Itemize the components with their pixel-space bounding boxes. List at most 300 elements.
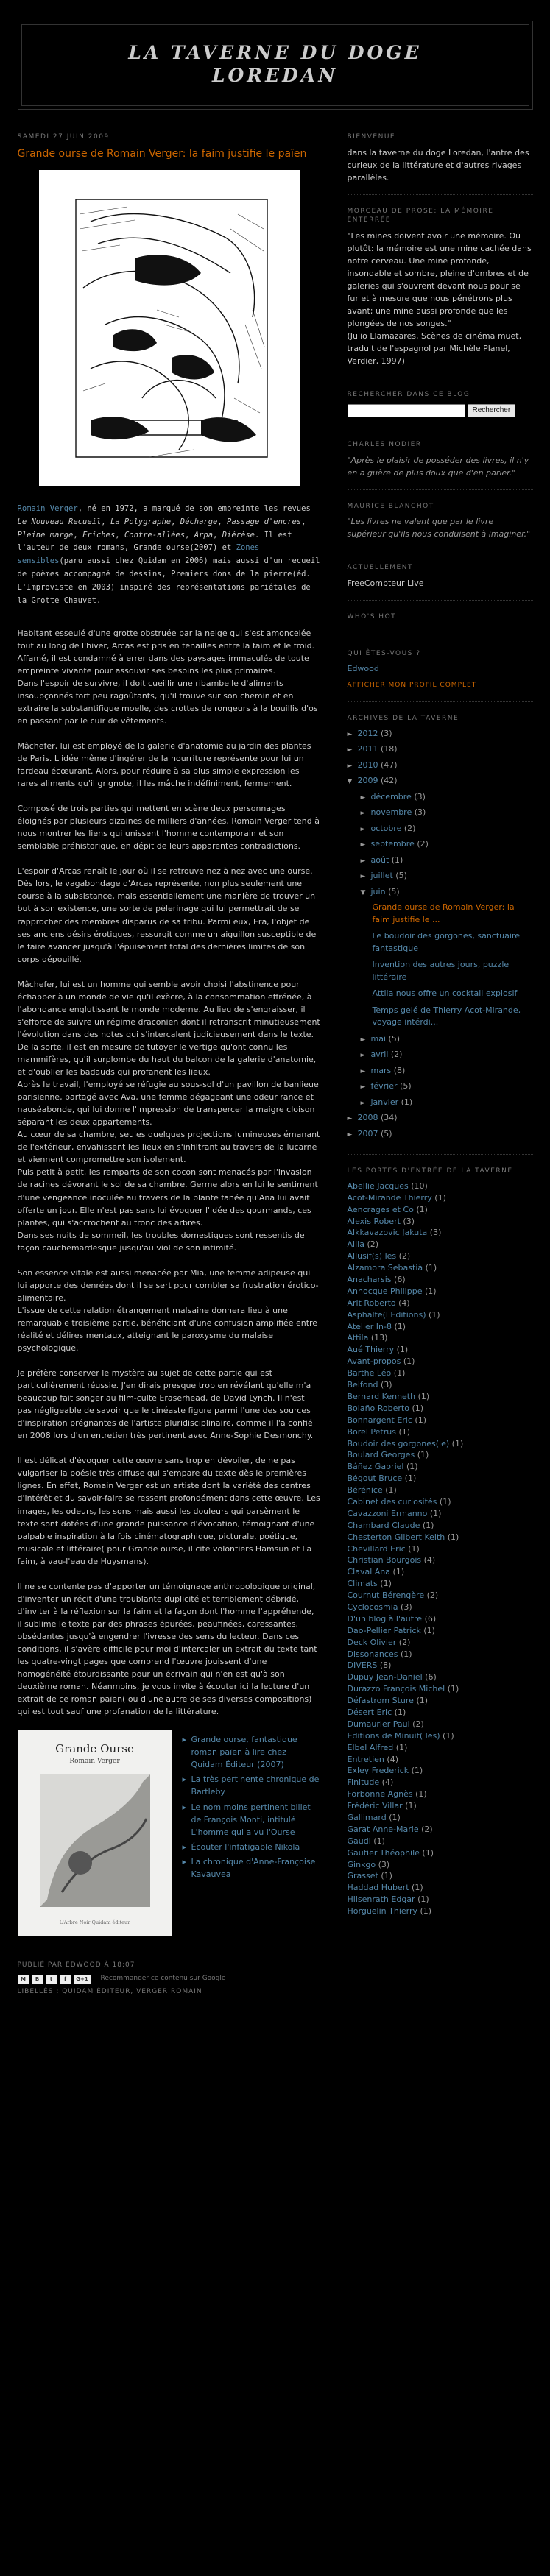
blogger-share-button[interactable]: B	[32, 1975, 43, 1984]
related-link[interactable]	[183, 1841, 321, 1853]
archive-month[interactable]	[361, 854, 533, 867]
label-item[interactable]	[348, 1894, 533, 1906]
label-link[interactable]: Chambard Claude	[347, 1520, 420, 1530]
expand-triangle-icon[interactable]: ►	[360, 810, 366, 818]
label-item[interactable]	[348, 1625, 533, 1637]
profile-link[interactable]: AFFICHER MON PROFIL COMPLET	[347, 682, 477, 690]
archive-post-link[interactable]: Attila nous offre un cocktail explosif	[372, 988, 518, 999]
profile-name[interactable]: Edwood	[347, 664, 379, 674]
label-link[interactable]: Editions de Minuit( les)	[347, 1730, 440, 1741]
label-link[interactable]: Báñez Gabriel	[347, 1462, 404, 1472]
collapse-triangle-icon[interactable]: ▼	[347, 778, 353, 786]
label-item[interactable]	[348, 1356, 533, 1367]
archive-month-link[interactable]: mars	[370, 1065, 392, 1075]
main-column	[18, 132, 321, 1998]
label-link[interactable]: Bérénice	[347, 1485, 383, 1496]
cover-publisher: L'Arbre Noir Quidam éditeur	[59, 1919, 130, 1926]
label-link[interactable]: Aué Thierry	[347, 1345, 395, 1355]
label-count: (3)	[429, 1228, 442, 1238]
label-count: (13)	[370, 1333, 388, 1343]
archive-month[interactable]	[361, 807, 533, 819]
blog-title[interactable]	[29, 41, 521, 88]
label-count: (1)	[447, 1684, 459, 1694]
archive-month[interactable]	[361, 886, 533, 1029]
archive-count: (42)	[381, 776, 398, 786]
label-item[interactable]	[348, 1473, 533, 1485]
expand-triangle-icon[interactable]: ►	[360, 1052, 366, 1060]
label-link[interactable]: Atelier In-8	[347, 1321, 392, 1331]
blog-title-line-1[interactable]: LA TAVERNE DU DOGE	[128, 42, 422, 63]
archive-year[interactable]	[348, 760, 533, 772]
archive-list	[348, 728, 533, 1141]
blog-title-line-2[interactable]: LOREDAN	[211, 65, 339, 87]
label-item[interactable]	[348, 1719, 533, 1730]
label-item[interactable]	[348, 1274, 533, 1286]
label-item[interactable]	[348, 1298, 533, 1309]
label-item[interactable]	[348, 1637, 533, 1649]
archive-count: (5)	[388, 886, 400, 896]
label-count: (1)	[392, 1567, 405, 1577]
archive-count: (5)	[395, 871, 407, 881]
label-link[interactable]: Défastrom Sture	[347, 1696, 414, 1706]
archive-month[interactable]	[361, 1065, 533, 1078]
label-item[interactable]	[348, 1415, 533, 1426]
label-item[interactable]	[348, 1403, 533, 1415]
label-link[interactable]: Gallimard	[347, 1813, 387, 1822]
label-link[interactable]: Dumaurier Paul	[347, 1719, 410, 1729]
search-widget	[348, 390, 533, 428]
archive-month[interactable]	[361, 838, 533, 851]
search-heading: RECHERCHER DANS CE BLOG	[347, 391, 470, 399]
label-link[interactable]: Dao-Pellier Patrick	[347, 1625, 421, 1635]
label-item[interactable]	[348, 1671, 533, 1683]
nodier-heading: CHARLES NODIER	[347, 441, 422, 449]
label-link[interactable]: Bégout Bruce	[347, 1473, 403, 1484]
archive-month[interactable]	[361, 1080, 533, 1093]
label-item[interactable]	[348, 1730, 533, 1742]
review-title: Arpa	[194, 530, 214, 539]
label-link[interactable]: Anacharsis	[347, 1275, 392, 1285]
archive-month[interactable]	[361, 1097, 533, 1109]
label-link[interactable]: Boudoir des gorgones(le)	[347, 1438, 450, 1448]
twitter-share-button[interactable]: t	[46, 1975, 57, 1984]
label-item[interactable]	[348, 1554, 533, 1566]
label-link[interactable]: Haddad Hubert	[347, 1883, 409, 1893]
label-item[interactable]	[348, 1906, 533, 1917]
freecompteur-link[interactable]: FreeCompteur Live	[347, 578, 424, 588]
label-link[interactable]: Arlt Roberto	[347, 1298, 396, 1308]
archive-year[interactable]	[348, 743, 533, 756]
label-link[interactable]: Avant-propos	[347, 1356, 401, 1367]
expand-triangle-icon[interactable]: ►	[360, 1067, 366, 1075]
archive-month[interactable]	[361, 1033, 533, 1046]
cover-title: Grande Ourse	[55, 1742, 134, 1756]
related-link[interactable]	[183, 1773, 321, 1798]
facebook-share-button[interactable]: f	[60, 1975, 71, 1984]
archive-year[interactable]	[348, 775, 533, 1108]
label-link[interactable]: Cabinet des curiosités	[347, 1496, 437, 1507]
expand-triangle-icon[interactable]: ►	[347, 762, 353, 770]
label-item[interactable]	[348, 1824, 533, 1836]
expand-triangle-icon[interactable]: ►	[360, 1083, 366, 1091]
label-item[interactable]	[348, 1286, 533, 1298]
label-item[interactable]	[348, 1496, 533, 1508]
archive-month-link[interactable]: mai	[370, 1033, 387, 1044]
label-count: (1)	[385, 1485, 397, 1496]
share-row	[18, 1974, 321, 1984]
label-link[interactable]: Christian Bourgois	[347, 1555, 422, 1565]
label-item[interactable]	[348, 1508, 533, 1520]
expand-triangle-icon[interactable]: ►	[360, 793, 366, 802]
label-link[interactable]: Chesterton Gilbert Keith	[347, 1532, 445, 1542]
label-item[interactable]	[348, 1332, 533, 1344]
archive-post[interactable]	[373, 959, 533, 983]
archive-month[interactable]	[361, 823, 533, 835]
label-item[interactable]	[348, 1613, 533, 1625]
archive-month-link[interactable]: avril	[370, 1050, 389, 1060]
related-link[interactable]	[183, 1801, 321, 1839]
archive-post[interactable]	[373, 988, 533, 1000]
archive-year-link[interactable]: 2009	[357, 776, 378, 786]
archive-month[interactable]	[361, 870, 533, 882]
archive-post[interactable]	[373, 1005, 533, 1029]
review-title: Pleine marge	[17, 530, 74, 539]
collapse-triangle-icon[interactable]: ▼	[360, 888, 366, 896]
archive-year-link[interactable]: 2011	[357, 744, 378, 754]
label-item[interactable]	[348, 1812, 533, 1824]
expand-triangle-icon[interactable]: ►	[347, 746, 353, 754]
label-item[interactable]	[348, 1426, 533, 1438]
archive-count: (47)	[381, 760, 398, 770]
post-title[interactable]: Grande ourse de Romain Verger: la faim justifie le païen	[17, 147, 307, 160]
label-count: (1)	[400, 1649, 412, 1659]
archive-post-link[interactable]: Le boudoir des gorgones, sanctuaire fantastique	[372, 931, 520, 953]
expand-triangle-icon[interactable]: ►	[360, 857, 366, 865]
review-title: Diérèse	[222, 530, 255, 539]
label-item[interactable]	[348, 1777, 533, 1788]
label-link[interactable]: Durazzo François Michel	[347, 1684, 445, 1694]
label-link[interactable]: Allusif(s) les	[347, 1251, 397, 1262]
intro-separator: ,	[217, 517, 228, 526]
profile-widget	[348, 649, 533, 703]
label-link[interactable]: Boulard Georges	[347, 1450, 415, 1460]
archive-post[interactable]	[373, 902, 533, 926]
post-paragraph: Mâchefer, lui est un homme qui semble avoir choisi l'abstinence pour échapper à un monde de vie qu'il exècre, à la consommation effrénée, à l'abondance englutissant le monde moderne. Au lieu de s'engraisser, il s'efforce de suivre un régime draconien dont il retranscrit minutieusement l'évolution dans des notes qui s'intercalent judicieusement dans le texte. De la sorte, il est en mesure de tutoyer le vertige qu'ont connu les mammifères, qu'il surplombe du haut du balcon de la galerie d'anatomie, et d'oublier les badauds qui profanent les lieux. Après le travail, l'employé se réfugie au sous-sol d'un pavillon de banlieue parisienne, partagé avec Ava, une femme dégageant une odeur rance et nauséabonde, qui lui donne l'impression de transpercer la maigre cloison séparant les deux appartements. Au cœur de sa chambre, seules quelques projections lumineuses émanant de l'extérieur, envahissent les lieux en s'infiltrant au travers de la lucarne et viennent compromettre son isolement. Puis petit à petit, les remparts de son cocon sont menacés par l'invasion de racines dévorant le sol de sa chambre. Germe alors en lui le sentiment d'une vengeance inoculée au travers de la plante fanée qu'Ana lui avait offerte un jour. Elle n'est pas sans lui évoquer l'idée des gourmands, ces plantes, qui s'accrochent au tronc des arbres. Dans ses nuits de sommeil, les troubles domestiques sont ressentis de façon cauchemardesque jusqu'au viol de son intimité.	[17, 979, 320, 1253]
review-title: Passage d'encres	[227, 517, 302, 526]
archive-year-link[interactable]: 2007	[357, 1128, 378, 1139]
google-plus-one-button[interactable]: G+1	[74, 1975, 91, 1984]
book-title: Grande ourse	[133, 543, 190, 553]
label-count: (1)	[439, 1496, 451, 1507]
label-link[interactable]: Gaudi	[347, 1836, 371, 1846]
archive-year[interactable]	[348, 1112, 533, 1125]
label-count: (1)	[405, 1801, 417, 1811]
archive-year[interactable]	[348, 1128, 533, 1141]
label-item[interactable]	[348, 1707, 533, 1719]
intro-separator: ,	[115, 530, 124, 539]
label-item[interactable]	[348, 1227, 533, 1239]
archive-post-link[interactable]: Grande ourse de Romain Verger: la faim justifie le ...	[372, 902, 515, 924]
label-count: (1)	[415, 1415, 426, 1425]
nodier-widget	[348, 440, 533, 490]
label-count: (10)	[411, 1181, 428, 1191]
label-link[interactable]: Acot-Mirande Thierry	[347, 1192, 432, 1203]
label-link[interactable]: Dupuy Jean-Daniel	[347, 1672, 423, 1682]
label-link[interactable]: Belfond	[347, 1380, 378, 1390]
post-paragraph: Habitant esseulé d'une grotte obstruée par la neige qui s'est amoncelée tout au long de l'hiver, Arcas est pris en tenailles entre la faim et le froid. Affamé, il est condamné à errer dans des paysages immaculés de toute empreinte vivante pour assouvir ses besoins les plus primaires. Dans l'espoir de survivre, il doit cueillir une ribambelle d'aliments insoupçonnés fort peu ragoûtants, qu'il trouve sur son chemin et en extraire la substantifique moelle, des crottes de rongeurs à la bouillis d'os en passant par le cuir de vêtements.	[17, 628, 318, 726]
label-item[interactable]	[348, 1344, 533, 1356]
archive-year-link[interactable]: 2008	[357, 1113, 378, 1123]
expand-triangle-icon[interactable]: ►	[360, 825, 366, 833]
label-count: (1)	[396, 1345, 409, 1355]
label-item[interactable]	[348, 1870, 533, 1882]
label-count: (4)	[423, 1555, 436, 1565]
expand-triangle-icon[interactable]: ►	[347, 730, 353, 738]
book-cover-image[interactable]	[18, 1730, 172, 1936]
welcome-text: dans la taverne du doge Loredan, l'antre des curieux de la littérature et d'autres rivages parallèles.	[347, 147, 529, 183]
archive-year-link[interactable]: 2010	[357, 760, 378, 770]
label-item[interactable]	[348, 1438, 533, 1450]
label-count: (1)	[416, 1696, 429, 1706]
label-link[interactable]: Cournut Bérengère	[347, 1590, 425, 1601]
label-count: (1)	[447, 1532, 459, 1542]
expand-triangle-icon[interactable]: ►	[360, 1099, 366, 1107]
labels-widget	[348, 1167, 533, 1928]
archive-count: (5)	[381, 1128, 392, 1139]
label-item[interactable]	[348, 1239, 533, 1250]
review-title: La Polygraphe	[110, 517, 172, 526]
zones-sensibles-link[interactable]: Zones sensibles	[17, 543, 260, 566]
label-item[interactable]	[348, 1649, 533, 1660]
label-item[interactable]	[348, 1192, 533, 1204]
label-count: (1)	[380, 1579, 392, 1589]
label-count: (1)	[389, 1813, 401, 1822]
label-item[interactable]	[348, 1800, 533, 1812]
label-item[interactable]	[348, 1485, 533, 1496]
related-link-text[interactable]: Grande ourse, fantastique roman païen à lire chez Quidam Éditeur (2007)	[191, 1735, 297, 1770]
label-link[interactable]: Entretien	[347, 1754, 384, 1764]
label-count: (1)	[416, 1204, 428, 1214]
prose-heading: MORCEAU DE PROSE: LA MÉMOIRE ENTERRÉE	[347, 207, 494, 224]
related-link-text[interactable]: Le nom moins pertinent billet de François Monti, intitulé L'homme qui a vu l'Ourse	[191, 1802, 311, 1837]
label-item[interactable]	[348, 1543, 533, 1555]
label-link[interactable]: Alkkavazovic Jakuta	[347, 1228, 428, 1238]
label-item[interactable]	[348, 1695, 533, 1707]
label-item[interactable]	[348, 1660, 533, 1671]
archive-month-link[interactable]: septembre	[370, 839, 415, 849]
expand-triangle-icon[interactable]: ►	[360, 841, 366, 849]
archive-count: (18)	[381, 744, 398, 754]
post-date: SAMEDI 27 JUIN 2009	[17, 133, 110, 141]
search-input[interactable]	[348, 404, 465, 417]
labels-list	[348, 1181, 533, 1917]
label-item[interactable]	[348, 1461, 533, 1473]
archive-count: (34)	[381, 1113, 398, 1123]
label-count: (6)	[424, 1613, 437, 1624]
label-count: (1)	[429, 1508, 442, 1518]
label-link[interactable]: Exley Frederick	[347, 1766, 409, 1776]
label-link[interactable]: Asphalte(l Editions)	[347, 1309, 426, 1320]
label-item[interactable]	[348, 1882, 533, 1894]
related-link-text[interactable]: La très pertinente chronique de Bartleby	[191, 1774, 320, 1797]
archive-year[interactable]	[348, 728, 533, 740]
label-item[interactable]	[348, 1321, 533, 1333]
archive-widget	[348, 714, 533, 1155]
prose-widget	[348, 207, 533, 379]
label-item[interactable]	[348, 1379, 533, 1391]
label-item[interactable]	[348, 1578, 533, 1590]
label-link[interactable]: Horguelin Thierry	[347, 1906, 418, 1917]
archive-month-link[interactable]: juin	[370, 886, 386, 896]
label-item[interactable]	[348, 1367, 533, 1379]
label-item[interactable]	[348, 1449, 533, 1461]
label-item[interactable]	[348, 1216, 533, 1228]
label-link[interactable]: Deck Olivier	[347, 1637, 397, 1647]
expand-triangle-icon[interactable]: ►	[347, 1130, 353, 1139]
archive-month-link[interactable]: novembre	[370, 807, 412, 818]
label-item[interactable]	[348, 1683, 533, 1695]
intro-text: (paru aussi chez Quidam en 2006) mais aussi d'un recueil de poèmes accompagné de dessins, Premiers dons de la pierre(éd. L'Improviste en 2003) inspiré des représentations pariétales de la Grotte Chauvet.	[17, 556, 320, 605]
label-count: (1)	[451, 1438, 464, 1448]
label-item[interactable]	[348, 1532, 533, 1543]
archive-month-link[interactable]: décembre	[370, 791, 412, 802]
label-link[interactable]: Cavazzoni Ermanno	[347, 1508, 428, 1518]
label-count: (2)	[367, 1239, 379, 1250]
label-count: (4)	[398, 1298, 410, 1308]
label-link[interactable]: Allia	[347, 1239, 364, 1250]
label-item[interactable]	[348, 1836, 533, 1847]
label-item[interactable]	[348, 1742, 533, 1754]
archive-month-link[interactable]: février	[370, 1081, 398, 1091]
label-item[interactable]	[348, 1204, 533, 1216]
related-link[interactable]	[183, 1733, 321, 1771]
label-item[interactable]	[348, 1262, 533, 1274]
archive-month[interactable]	[361, 791, 533, 804]
archive-year-link[interactable]: 2012	[357, 728, 378, 738]
label-count: (8)	[379, 1660, 392, 1671]
label-link[interactable]: Chevillard Eric	[347, 1543, 406, 1554]
label-item[interactable]	[348, 1754, 533, 1766]
label-link[interactable]: Finitude	[347, 1777, 380, 1788]
expand-triangle-icon[interactable]: ►	[360, 873, 366, 881]
label-link[interactable]: Ginkgo	[347, 1859, 376, 1869]
label-link[interactable]: Bonnargent Eric	[347, 1415, 412, 1425]
label-item[interactable]	[348, 1391, 533, 1403]
archive-month-link[interactable]: juillet	[370, 871, 393, 881]
label-count: (1)	[373, 1836, 385, 1846]
label-item[interactable]	[348, 1765, 533, 1777]
label-count: (4)	[387, 1754, 398, 1764]
author-link[interactable]: Romain Verger	[17, 503, 78, 513]
archive-month-link[interactable]: août	[370, 854, 389, 865]
label-link[interactable]: Bernard Kenneth	[347, 1391, 416, 1401]
label-count: (1)	[425, 1263, 437, 1273]
label-link[interactable]: Frédéric Villar	[347, 1801, 403, 1811]
label-link[interactable]: DIVERS	[347, 1660, 378, 1671]
label-count: (1)	[395, 1742, 408, 1752]
label-link[interactable]: Bolaño Roberto	[347, 1403, 409, 1413]
archive-month-link[interactable]: octobre	[370, 823, 402, 833]
archive-post-link[interactable]: Invention des autres jours, puzzle littéraire	[372, 960, 510, 982]
label-link[interactable]: Désert Eric	[347, 1707, 392, 1717]
archive-count: (3)	[414, 791, 426, 802]
label-item[interactable]	[348, 1847, 533, 1859]
label-link[interactable]: Cyclocosmia	[347, 1602, 398, 1612]
post-paragraph: Il ne se contente pas d'apporter un témoignage anthropologique original, d'inventer un récit d'une troublante duplicité et terriblement débridé, d'inviter à la réflexion sur la faim et la façon dont l'homme l'appréhende, il sublime le texte par des phrases épurées, peaufinées, caressantes, obsédantes jusqu'à engendrer l'ivresse des sens du lecteur. Dans ces conditions, il s'avère difficile pour moi d'intercaler un extrait du texte tant les quatre-vingt pages que comprend l'œuvre jouissent d'une homogénéité étourdissante pour un écrivain qui n'en est qu'à son deuxième roman. Néanmoins, je vous invite à écouter ici la lecture d'un extrait de ce roman païen( ou d'une autre de ses diverses compositions) qui est tout sauf une profanation de la littérature.	[17, 1581, 317, 1717]
search-row	[348, 404, 533, 417]
related-link-text[interactable]: Écouter l'infatigable Nikola	[191, 1841, 300, 1852]
label-item[interactable]	[348, 1788, 533, 1800]
bear-drawing-image	[46, 177, 292, 479]
post-labels[interactable]: LIBELLÉS : QUIDAM ÉDITEUR, VERGER ROMAIN	[17, 1988, 202, 1996]
archive-post[interactable]	[373, 930, 533, 955]
label-link[interactable]: Forbonne Agnès	[347, 1789, 413, 1800]
label-link[interactable]: Hilsenrath Edgar	[347, 1894, 415, 1905]
label-link[interactable]: Grasset	[347, 1871, 378, 1881]
expand-triangle-icon[interactable]: ►	[360, 1036, 366, 1044]
email-share-button[interactable]: M	[18, 1975, 29, 1984]
prose-source: (Julio Llamazares, Scènes de cinéma muet, traduit de l'espagnol par Michèle Planel, Verdier, 1997)	[347, 331, 522, 367]
share-text: Recommander ce contenu sur Google	[100, 1975, 226, 1983]
archive-count: (3)	[414, 807, 426, 818]
expand-triangle-icon[interactable]: ►	[347, 1115, 353, 1123]
label-item[interactable]	[348, 1566, 533, 1578]
post-illustration	[39, 170, 300, 486]
label-link[interactable]: Claval Ana	[347, 1567, 391, 1577]
label-link[interactable]: D'un blog à l'autre	[347, 1613, 423, 1624]
label-count: (1)	[417, 1450, 429, 1460]
post-paragraph: L'espoir d'Arcas renaît le jour où il se retrouve nez à nez avec une ourse. Dès lors, le vagabondage d'Arcas représente, non plus seulement une course à la subsistance, mais essentiellement une manière de trouver un but à son existence, une sorte de pèlerinage qui lui permettrait de se rapprocher des membres disparus de sa tribu. Parmi eux, Era, l'objet de ses anciens désirs érotiques, ressurgit comme un aiguillon susceptible de le faire avancer jusqu'à l'épuisement total des dernières limites de son corps dépouillé.	[17, 866, 317, 964]
label-item[interactable]	[348, 1859, 533, 1871]
label-link[interactable]: Dissonances	[347, 1649, 398, 1659]
label-link[interactable]: Aencrages et Co	[347, 1204, 414, 1214]
book-block	[18, 1730, 321, 1936]
search-button[interactable]: Rechercher	[468, 404, 516, 417]
label-item[interactable]	[348, 1309, 533, 1321]
label-count: (6)	[425, 1672, 437, 1682]
label-link[interactable]: Alexis Robert	[347, 1216, 401, 1226]
archive-month-link[interactable]: janvier	[370, 1097, 399, 1107]
label-link[interactable]: Borel Petrus	[347, 1426, 396, 1437]
label-link[interactable]: Gautier Théophile	[347, 1847, 420, 1858]
label-item[interactable]	[348, 1250, 533, 1262]
label-count: (3)	[403, 1216, 415, 1226]
label-count: (1)	[394, 1321, 406, 1331]
label-link[interactable]: Climats	[347, 1579, 378, 1589]
related-link[interactable]	[183, 1855, 321, 1880]
label-item[interactable]	[348, 1590, 533, 1602]
archive-post-link[interactable]: Temps gelé de Thierry Acot-Mirande, voyage intérdi...	[372, 1005, 521, 1027]
blanchot-widget	[348, 502, 533, 552]
label-link[interactable]: Elbel Alfred	[347, 1742, 394, 1752]
label-item[interactable]	[348, 1520, 533, 1532]
label-link[interactable]: Abellie Jacques	[347, 1181, 409, 1191]
label-link[interactable]: Alzamora Sebastià	[347, 1263, 423, 1273]
archive-count: (2)	[403, 823, 416, 833]
label-link[interactable]: Annocque Philippe	[347, 1286, 423, 1296]
label-link[interactable]: Attila	[347, 1333, 369, 1343]
label-link[interactable]: Garat Anne-Marie	[347, 1824, 419, 1834]
label-item[interactable]	[348, 1181, 533, 1192]
label-item[interactable]	[348, 1602, 533, 1613]
archive-month[interactable]	[361, 1049, 533, 1061]
label-count: (6)	[394, 1275, 406, 1285]
related-link-text[interactable]: La chronique d'Anne-Françoise Kavauvea	[191, 1856, 316, 1879]
label-link[interactable]: Barthe Léo	[347, 1368, 392, 1379]
related-links	[183, 1733, 321, 1936]
labels-heading: LES PORTES D'ENTRÉE DE LA TAVERNE	[347, 1167, 513, 1175]
label-count: (2)	[398, 1637, 411, 1647]
